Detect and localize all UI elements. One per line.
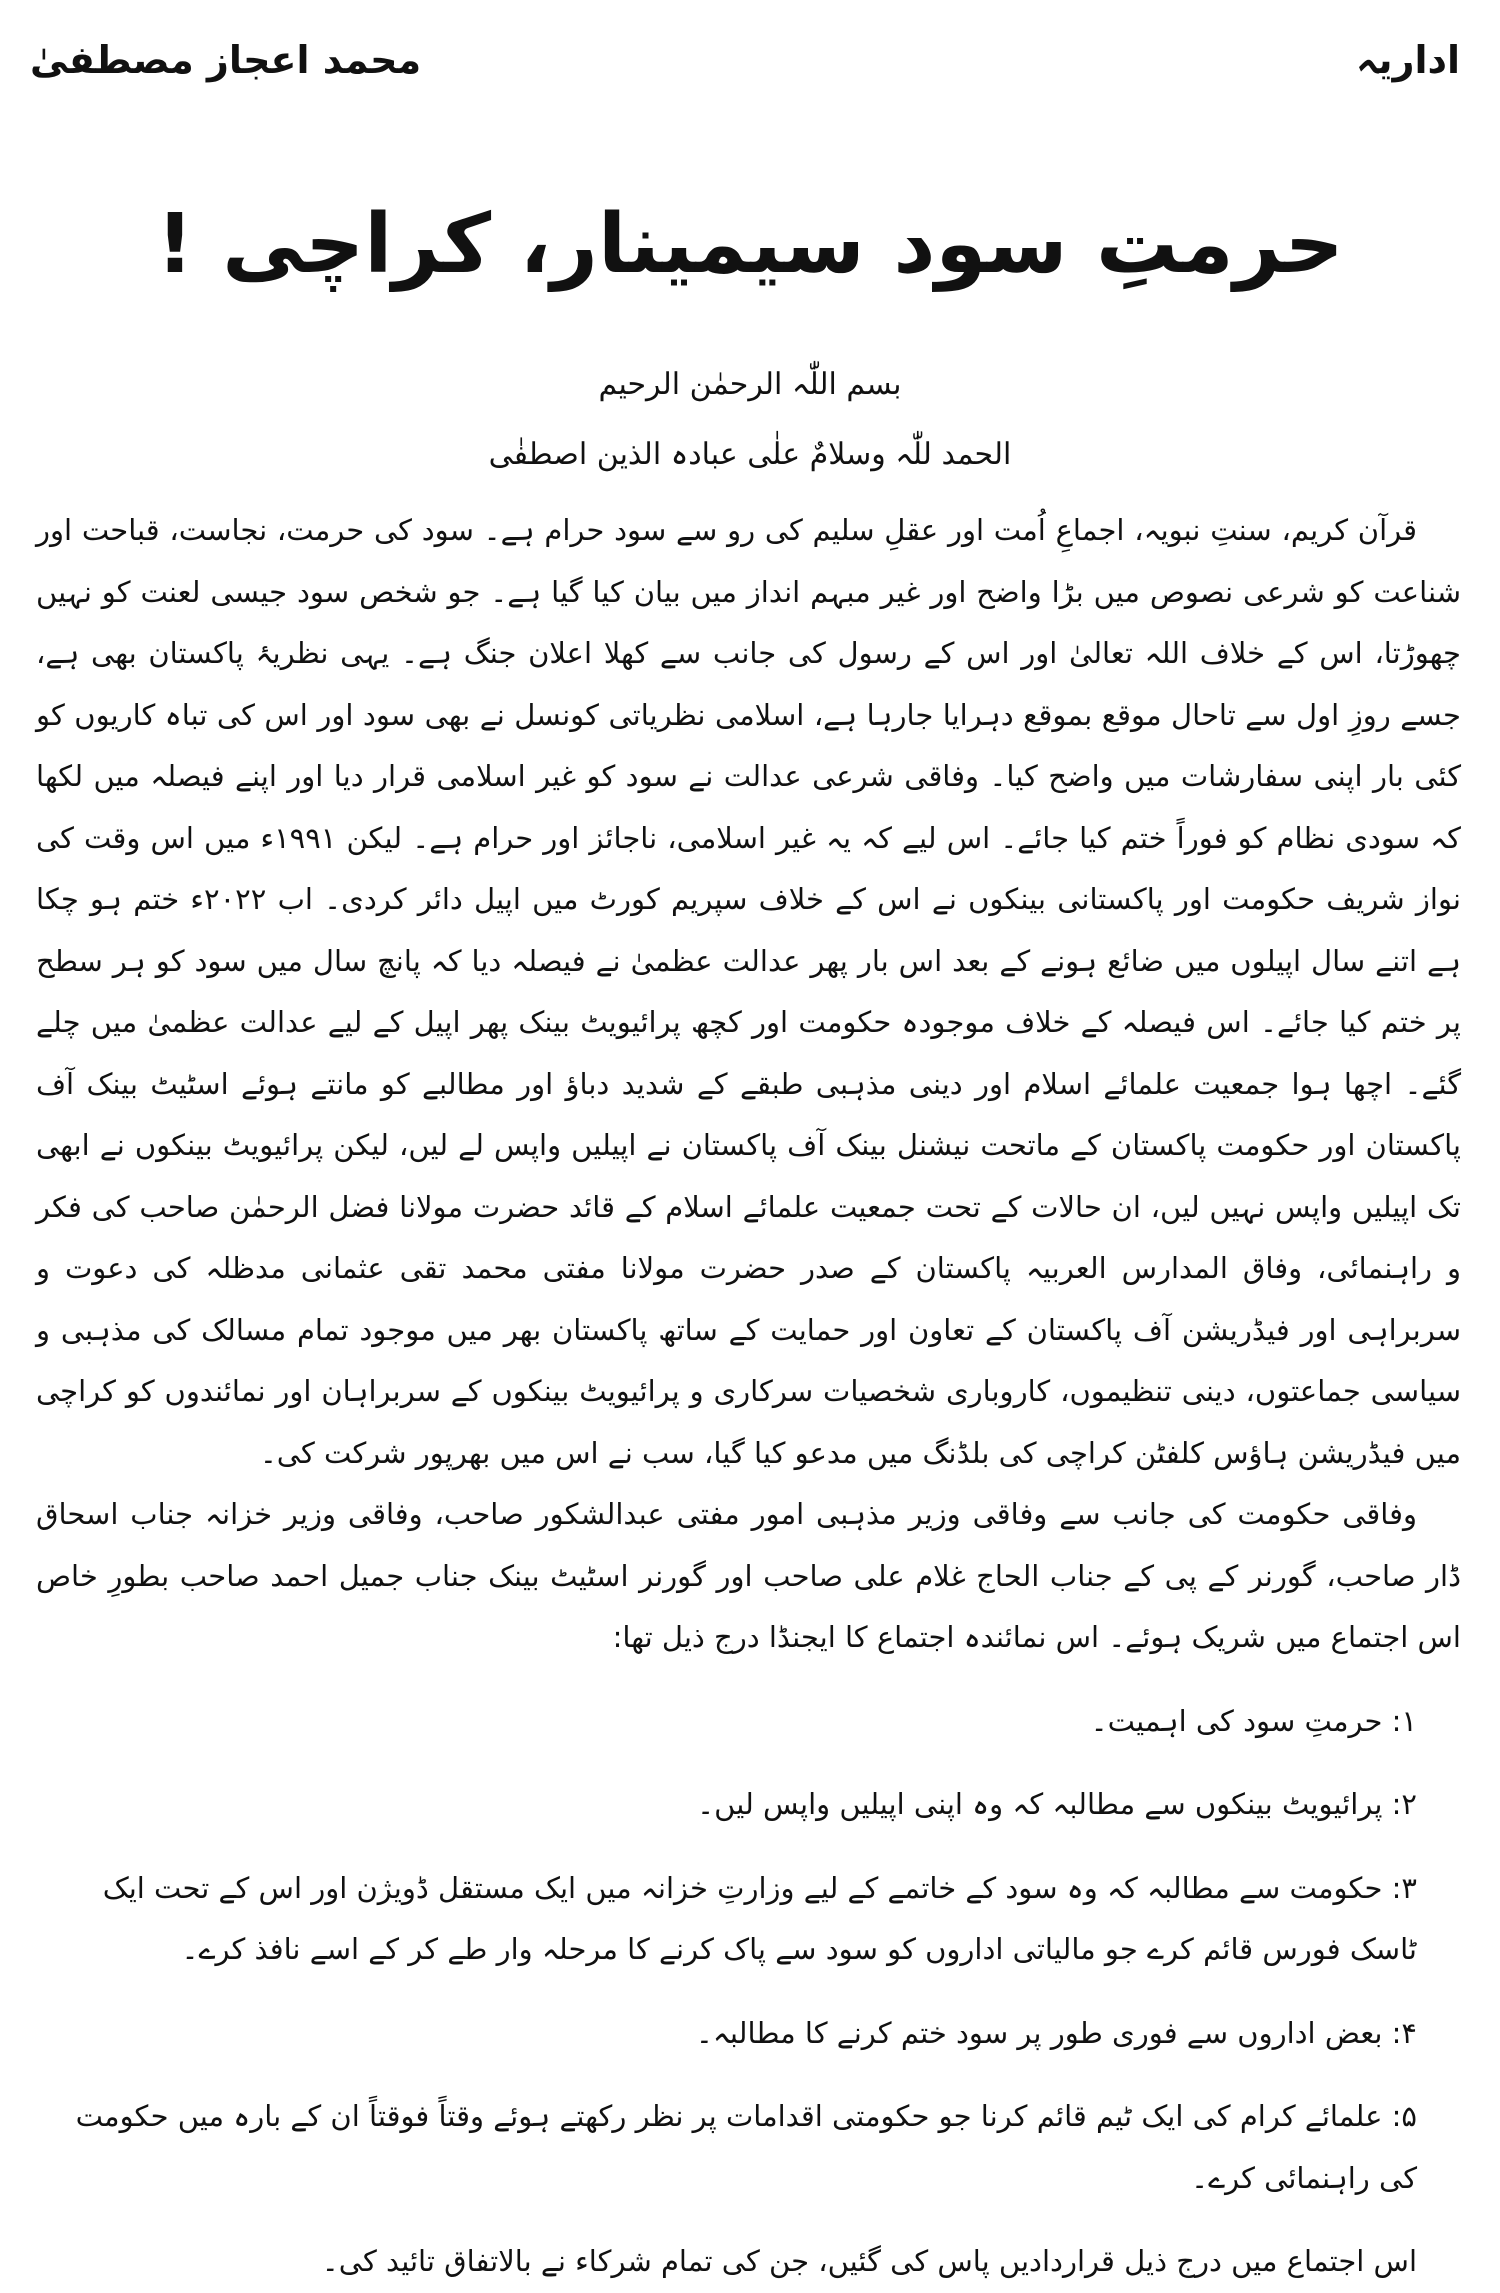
author-name: محمد اعجاز مصطفیٰ bbox=[30, 38, 422, 82]
section-label: اداریہ bbox=[1356, 38, 1460, 82]
paragraph-attendees: وفاقی حکومت کی جانب سے وفاقی وزیر مذہبی امور مفتی عبدالشکور صاحب، وفاقی وزیر خزانہ جناب اسحاق ڈار صاحب، گورنر کے پی کے جناب الحاج غلام علی صاحب اور گورنر اسٹیٹ بینک جناب جمیل احمد صاحب بطورِ خاص اس اجتماع میں شریک ہوئے۔ اس نمائندہ اجتماع کا ایجنڈا درج ذیل تھا: bbox=[36, 1497, 1461, 1654]
agenda-item: ۱: حرمتِ سود کی اہمیت۔ bbox=[1090, 1703, 1417, 1738]
article-body bbox=[36, 500, 1461, 2293]
agenda-item: ۵: علمائے کرام کی ایک ٹیم قائم کرنا جو حکومتی اقدامات پر نظر رکھتے ہوئے وقتاً فوقتاً ان کے بارہ میں حکومت کی راہنمائی کرے۔ bbox=[75, 2099, 1417, 2195]
paragraph-intro: قرآن کریم، سنتِ نبویہ، اجماعِ اُمت اور عقلِ سلیم کی رو سے سود حرام ہے۔ سود کی حرمت، نجاست، قباحت اور شناعت کو شرعی نصوص میں بڑا واضح اور غیر مبہم انداز میں بیان کیا گیا ہے۔ جو شخص سود جیسی لعنت کو نہیں چھوڑتا، اس کے خلاف اللہ تعالیٰ اور اس کے رسول کی جانب سے کھلا اعلان جنگ ہے۔ یہی نظریۂ پاکستان بھی ہے، جسے روزِ اول سے تاحال موقع بموقع دہرایا جارہا ہے، اسلامی نظریاتی کونسل نے بھی سود اور اس کی تباہ کاریوں کو کئی بار اپنی سفارشات میں واضح کیا۔ وفاقی شرعی عدالت نے سود کو غیر اسلامی قرار دیا اور اپنے فیصلہ میں لکھا کہ سودی نظام کو فوراً ختم کیا جائے۔ اس لیے کہ یہ غیر اسلامی، ناجائز اور حرام ہے۔ لیکن ۱۹۹۱ء میں اس وقت کی نواز شریف حکومت اور پاکستانی بینکوں نے اس کے خلاف سپریم کورٹ میں اپیل دائر کردی۔ اب ۲۰۲۲ء ختم ہو چکا ہے اتنے سال اپیلوں میں ضائع ہونے کے بعد اس بار پھر عدالت عظمیٰ نے فیصلہ دیا کہ پانچ سال میں سود کو ہر سطح پر ختم کیا جائے۔ اس فیصلہ کے خلاف موجودہ حکومت اور کچھ پرائیویٹ بینک پھر اپیل کے لیے عدالت عظمیٰ میں چلے گئے۔ اچھا ہوا جمعیت علمائے اسلام اور دینی مذہبی طبقے کے شدید دباؤ اور مطالبے کو مانتے ہوئے اسٹیٹ بینک آف پاکستان اور حکومت پاکستان کے ماتحت نیشنل بینک آف پاکستان نے اپیلیں واپس لے لیں، لیکن پرائیویٹ بینکوں نے ابھی تک اپیلیں واپس نہیں لیں، ان حالات کے تحت جمعیت علمائے اسلام کے قائد حضرت مولانا فضل الرحمٰن صاحب کی فکر و راہنمائی، وفاق المدارس العربیہ پاکستان کے صدر حضرت مولانا مفتی محمد تقی عثمانی مدظلہ کی دعوت و سربراہی اور فیڈریشن آف پاکستان کے تعاون اور حمایت کے ساتھ پاکستان بھر میں موجود تمام مسالک کی مذہبی و سیاسی جماعتوں، دینی تنظیموں، کاروباری شخصیات سرکاری و پرائیویٹ بینکوں کے سربراہان اور نمائندوں کو کراچی میں فیڈریشن ہاؤس کلفٹن کراچی کی بلڈنگ میں مدعو کیا گیا، سب نے اس میں بھرپور شرکت کی۔ bbox=[36, 513, 1461, 1470]
hamd-line: الحمد للّٰہ وسلامٌ علٰی عبادہ الذین اصطفٰی bbox=[488, 437, 1012, 472]
agenda-item: ۴: بعض اداروں سے فوری طور پر سود ختم کرنے کا مطالبہ۔ bbox=[695, 2015, 1417, 2050]
closing-paragraph: اس اجتماع میں درج ذیل قراردادیں پاس کی گئیں، جن کی تمام شرکاء نے بالاتفاق تائید کی۔ bbox=[321, 2244, 1417, 2278]
bismillah-line: بسم اللّٰہ الرحمٰن الرحیم bbox=[598, 367, 902, 402]
agenda-item: ۳: حکومت سے مطالبہ کہ وہ سود کے خاتمے کے لیے وزارتِ خزانہ میں ایک مستقل ڈویژن اور اس کے تحت ایک ٹاسک فورس قائم کرے جو مالیاتی اداروں کو سود سے پاک کرنے کا مرحلہ وار طے کر کے اسے نافذ کرے۔ bbox=[102, 1870, 1417, 1966]
article-title: حرمتِ سود سیمینار، کراچی ! bbox=[156, 197, 1344, 292]
agenda-item: ۲: پرائیویٹ بینکوں سے مطالبہ کہ وہ اپنی اپیلیں واپس لیں۔ bbox=[697, 1787, 1417, 1821]
agenda-list bbox=[36, 1691, 1461, 2210]
